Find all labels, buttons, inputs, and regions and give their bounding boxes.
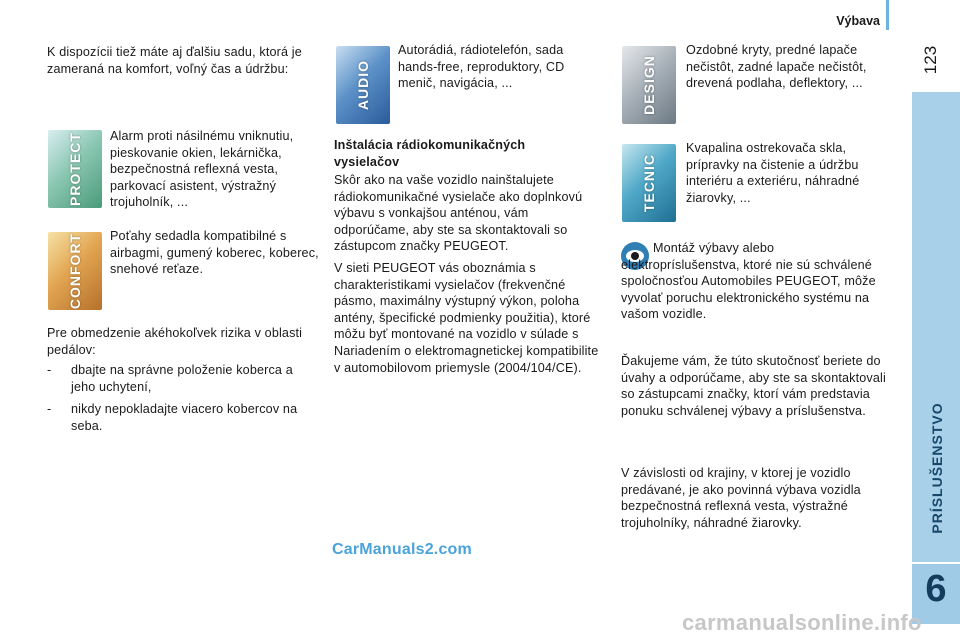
- audio-badge-label: AUDIO: [355, 59, 371, 111]
- audio-description: Autorádiá, rádiotelefón, sada hands-free, reproduktory, CD menič, navigácia, ...: [398, 43, 565, 91]
- design-badge-label: DESIGN: [641, 55, 657, 115]
- list-item: [47, 362, 317, 395]
- tecnic-badge-label: TECNIC: [641, 153, 657, 213]
- install-paragraph-2: V sieti PEUGEOT vás oboznámia s charakteristikami vysielačov (frekvenčné pásmo, maximálny výstupný výkon, poloha antény, špecifické podmienky použitia), ktoré môžu byť montované na vozidlo v súlade s Nariadením o elektromagnetickej kompatibilite v automobilovom priemysle (2004/104/CE).: [334, 261, 599, 375]
- install-paragraph-1: Skôr ako na vaše vozidlo nainštalujete rádiokomunikačné vysielače ako doplnkovú výbavu s vonkajšou anténou, vám odporúčame, aby ste sa skontaktovali so zástupcom značky PEUGEOT.: [334, 173, 583, 254]
- intro-paragraph: K dispozícii tiež máte aj ďalšiu sadu, ktorá je zameraná na komfort, voľný čas a údržbu:: [47, 45, 302, 76]
- comfort-badge-image: [48, 232, 102, 310]
- install-section-title: Inštalácia rádiokomunikačných vysielačov: [334, 138, 526, 169]
- protect-description: Alarm proti násilnému vniknutiu, pieskovanie okien, lekárnička, bezpečnostná reflexná vesta, parkovací asistent, výstražný trojuholník, ...: [110, 129, 294, 210]
- section-label-text: PRÍSLUŠENSTVO: [929, 402, 945, 534]
- comfort-description: Poťahy sedadla kompatibilné s airbagmi, gumený koberec, koberec, snehové reťaze.: [110, 229, 319, 277]
- design-description: Ozdobné kryty, predné lapače nečistôt, zadné lapače nečistôt, drevená podlaha, deflektory, ...: [686, 43, 867, 91]
- page-header-title: Výbava: [836, 14, 880, 28]
- protect-badge-image: [48, 130, 102, 208]
- pedal-note: Pre obmedzenie akéhokoľvek rizika v oblasti pedálov:: [47, 326, 303, 357]
- tecnic-badge-image: [622, 144, 676, 222]
- country-paragraph: V závislosti od krajiny, v ktorej je vozidlo predávané, je ako povinná výbava vozidla bezpečnostná reflexná vesta, výstražné trojuholníky, náhradné žiarovky.: [621, 466, 861, 530]
- bullet-text: nikdy nepokladajte viacero kobercov na seba.: [71, 402, 298, 433]
- page-number: [906, 40, 956, 80]
- pedal-bullet-list: [47, 362, 317, 434]
- chapter-number: 6: [925, 568, 947, 610]
- bullet-dash: -: [47, 363, 52, 377]
- watermark-carmanuals2[interactable]: CarManuals2.com: [332, 541, 472, 558]
- thanks-paragraph: Ďakujeme vám, že túto skutočnosť beriete do úvahy a odporúčame, aby ste sa skontaktovali so zástupcami značky, ktorí vám predstavia ponuku schválenej výbavy a príslušenstva.: [621, 354, 886, 418]
- comfort-badge-label: CONFORT: [67, 232, 83, 310]
- watermark-carmanualsonline[interactable]: carmanualsonline.info: [682, 610, 922, 635]
- page-number-text: 123: [921, 45, 940, 75]
- bullet-text: dbajte na správne položenie koberca a jeho uchytení,: [71, 363, 293, 394]
- tecnic-description: Kvapalina ostrekovača skla, prípravky na čistenie a údržbu interiéru a exteriéru, náhradné žiarovky, ...: [686, 141, 860, 205]
- warning-paragraph: Montáž výbavy alebo elektropríslušenstva, ktoré nie sú schválené spoločnosťou Automobiles PEUGEOT, môže vyvolať poruchu elektronického systému na vašom vozidle.: [621, 241, 876, 322]
- list-item: [47, 401, 317, 434]
- section-label: [912, 390, 960, 560]
- design-badge-image: [622, 46, 676, 124]
- audio-badge-image: [336, 46, 390, 124]
- bullet-dash: -: [47, 402, 52, 417]
- header-divider: [886, 0, 889, 30]
- protect-badge-label: PROTECT: [67, 132, 83, 206]
